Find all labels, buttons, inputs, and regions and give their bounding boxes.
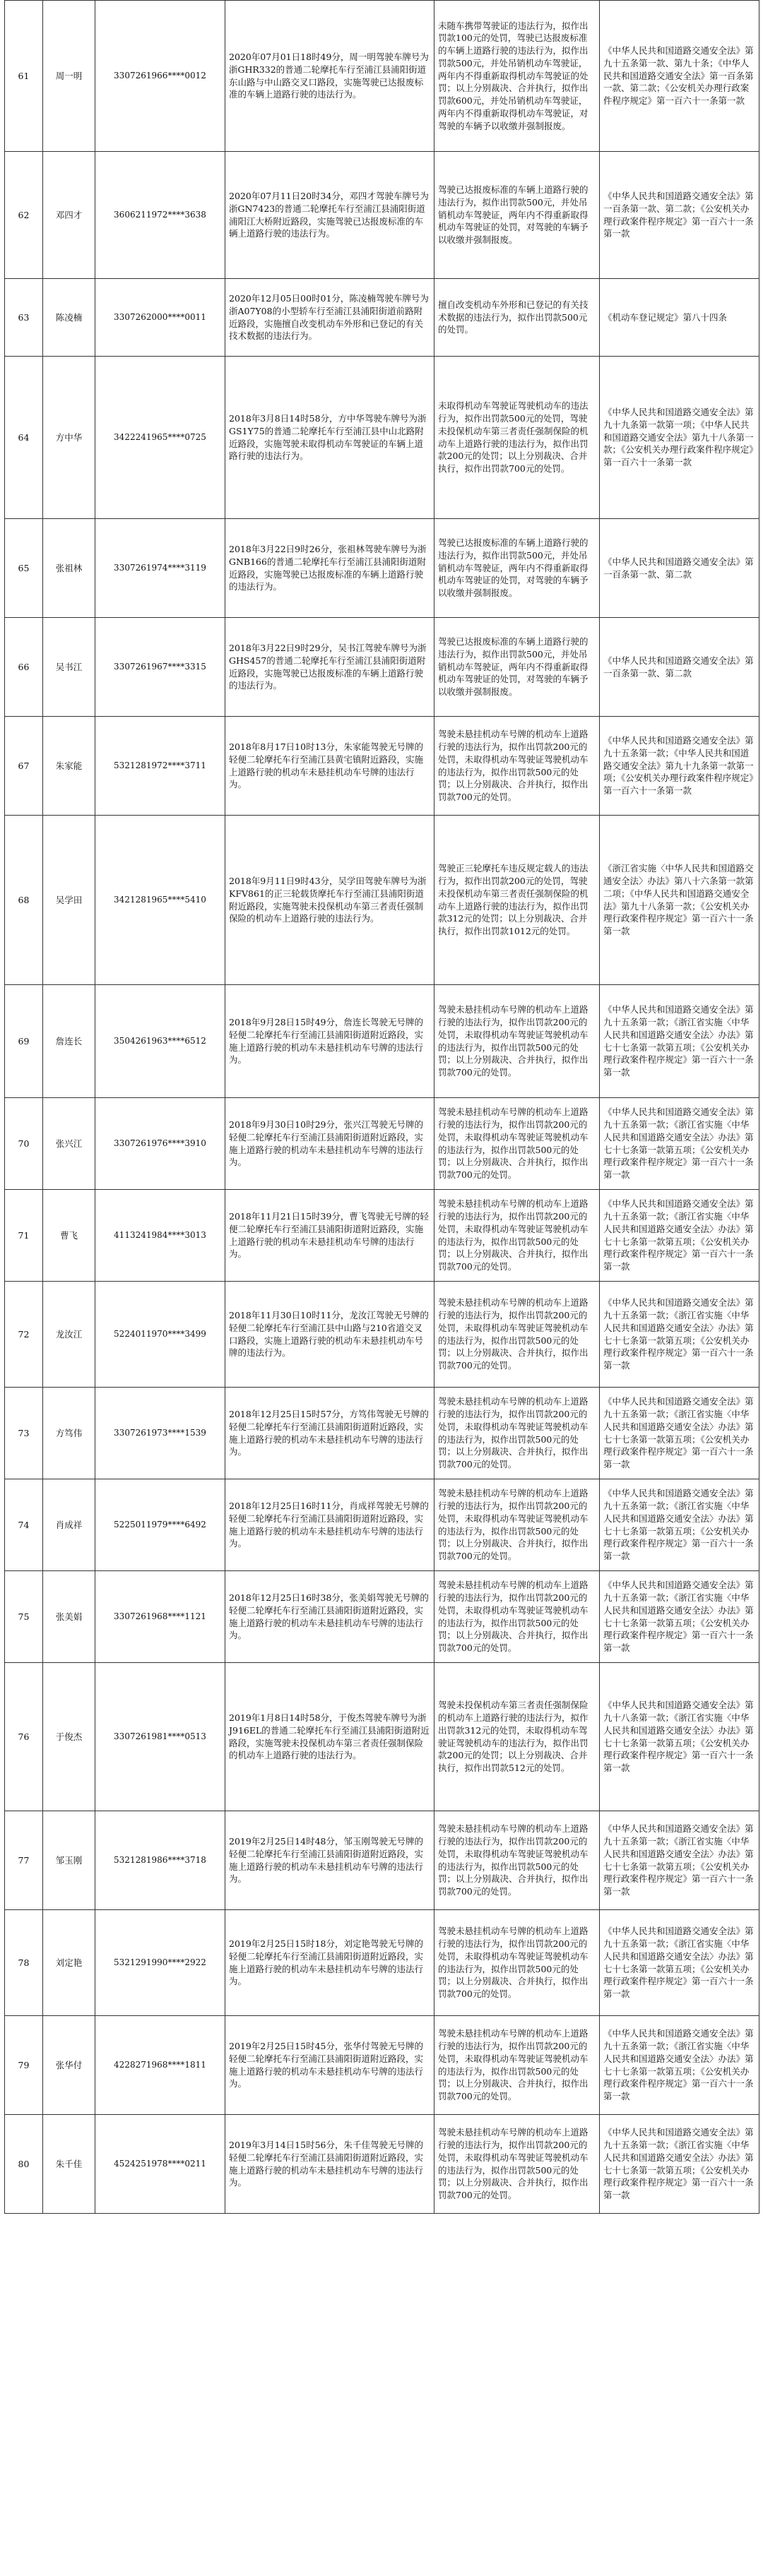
party-name-cell: 周一明 bbox=[43, 1, 95, 152]
party-name-cell: 方笃伟 bbox=[43, 1388, 95, 1479]
penalty-decision-cell: 驾驶正三轮摩托车违反规定载人的违法行为，拟作出罚款200元的处罚，驾驶未投保机动车第三者责任强制保险的机动车上道路行驶的违法行为，拟作出罚款312元的处罚；以上分别裁决、合并执行，拟作出罚款1012元的处罚。 bbox=[434, 816, 600, 985]
table-row bbox=[5, 357, 759, 519]
party-name-cell: 方中华 bbox=[43, 357, 95, 519]
row-number-cell: 65 bbox=[5, 519, 43, 618]
legal-basis-cell: 《中华人民共和国道路交通安全法》第九十五条第一款；《浙江省实施〈中华人民共和国道路交通安全法〉办法》第七十七条第一款第五项；《公安机关办理行政案件程序规定》第一百六十一条第一款 bbox=[600, 1388, 759, 1479]
penalty-decision-cell: 未随车携带驾驶证的违法行为，拟作出罚款100元的处罚，驾驶已达报废标准的车辆上道路行驶的违法行为，拟作出罚款500元，并处吊销机动车驾驶证，两年内不得重新取得机动车驾驶证的处罚；以上分别裁决、合并执行，拟作出罚款600元，并处吊销机动车驾驶证，两年内不得重新取得机动车驾驶证，对驾驶的车辆予以收缴并强制报废。 bbox=[434, 1, 600, 152]
legal-basis-cell: 《中华人民共和国道路交通安全法》第九十五条第一款；《浙江省实施〈中华人民共和国道路交通安全法〉办法》第七十七条第一款第五项；《公安机关办理行政案件程序规定》第一百六十一条第一款 bbox=[600, 2016, 759, 2115]
party-name-cell: 于俊杰 bbox=[43, 1663, 95, 1811]
party-name-cell: 邹玉刚 bbox=[43, 1811, 95, 1910]
legal-basis-cell: 《中华人民共和国道路交通安全法》第九十五条第一款；《浙江省实施〈中华人民共和国道路交通安全法〉办法》第七十七条第一款第五项；《公安机关办理行政案件程序规定》第一百六十一条第一款 bbox=[600, 2115, 759, 2214]
legal-basis-cell: 《中华人民共和国道路交通安全法》第九十五条第一款；《浙江省实施〈中华人民共和国道路交通安全法〉办法》第七十七条第一款第五项；《公安机关办理行政案件程序规定》第一百六十一条第一款 bbox=[600, 1098, 759, 1190]
party-name-cell: 邓四才 bbox=[43, 152, 95, 279]
penalty-decision-cell: 驾驶未悬挂机动车号牌的机动车上道路行驶的违法行为，拟作出罚款200元的处罚，未取得机动车驾驶证驾驶机动车的违法行为，拟作出罚款500元的处罚；以上分别裁决、合并执行，拟作出罚款700元的处罚。 bbox=[434, 1479, 600, 1571]
party-name-cell: 吴书江 bbox=[43, 618, 95, 717]
legal-basis-cell: 《中华人民共和国道路交通安全法》第九十五条第一款；《浙江省实施〈中华人民共和国道路交通安全法〉办法》第七十七条第一款第五项；《公安机关办理行政案件程序规定》第一百六十一条第一款 bbox=[600, 1910, 759, 2016]
penalty-decision-cell: 驾驶未悬挂机动车号牌的机动车上道路行驶的违法行为，拟作出罚款200元的处罚，未取得机动车驾驶证驾驶机动车的违法行为，拟作出罚款500元的处罚；以上分别裁决、合并执行，拟作出罚款700元的处罚。 bbox=[434, 1811, 600, 1910]
penalty-decision-cell: 驾驶未悬挂机动车号牌的机动车上道路行驶的违法行为，拟作出罚款200元的处罚，未取得机动车驾驶证驾驶机动车的违法行为，拟作出罚款500元的处罚；以上分别裁决、合并执行，拟作出罚款700元的处罚。 bbox=[434, 985, 600, 1098]
violation-facts-cell: 2018年9月30日10时29分，张兴江驾驶无号牌的轻便二轮摩托车行至浦江县浦阳街道附近路段，实施上道路行驶的机动车未悬挂机动车号牌的违法行为。 bbox=[225, 1098, 434, 1190]
legal-basis-cell: 《中华人民共和国道路交通安全法》第九十五条第一款；《浙江省实施〈中华人民共和国道路交通安全法〉办法》第七十七条第一款第五项；《公安机关办理行政案件程序规定》第一百六十一条第一款 bbox=[600, 1571, 759, 1663]
table-row bbox=[5, 1811, 759, 1910]
legal-basis-cell: 《中华人民共和国道路交通安全法》第九十五条第一款；《浙江省实施〈中华人民共和国道路交通安全法〉办法》第七十七条第一款第五项；《公安机关办理行政案件程序规定》第一百六十一条第一款 bbox=[600, 1811, 759, 1910]
penalty-decision-cell: 驾驶未投保机动车第三者责任强制保险的机动车上道路行驶的违法行为，拟作出罚款312元的处罚，未取得机动车驾驶证驾驶机动车的违法行为，拟作出罚款200元的处罚；以上分别裁决、合并执行，拟作出罚款512元的处罚。 bbox=[434, 1663, 600, 1811]
table-row bbox=[5, 2016, 759, 2115]
id-number-cell: 5321281986****3718 bbox=[95, 1811, 225, 1910]
penalty-decision-cell: 未取得机动车驾驶证驾驶机动车的违法行为，拟作出罚款500元的处罚，驾驶未投保机动车第三者责任强制保险的机动车上道路行驶的违法行为，拟作出罚款200元的处罚；以上分别裁决、合并执行，拟作出罚款700元的处罚。 bbox=[434, 357, 600, 519]
table-row bbox=[5, 1190, 759, 1282]
violation-facts-cell: 2020年07月01日18时49分，周一明驾驶车牌号为浙GHR332的普通二轮摩托车行至浦江县浦阳街道东山路与中山路交叉口路段，实施驾驶已达报废标准的车辆上道路行驶的违法行为。 bbox=[225, 1, 434, 152]
penalty-notice-table-sheet bbox=[4, 0, 759, 2214]
violation-facts-cell: 2018年12月25日15时57分，方笃伟驾驶无号牌的轻便二轮摩托车行至浦江县浦阳街道附近路段，实施上道路行驶的机动车未悬挂机动车号牌的违法行为。 bbox=[225, 1388, 434, 1479]
row-number-cell: 70 bbox=[5, 1098, 43, 1190]
violation-facts-cell: 2018年3月22日9时29分，吴书江驾驶车牌号为浙GHS457的普通二轮摩托车行至浦江县浦阳街道附近路段，实施驾驶已达报废标准的车辆上道路行驶的违法行为。 bbox=[225, 618, 434, 717]
violation-facts-cell: 2018年9月11日9时43分，吴学田驾驶车牌号为浙KFV861的正三轮载货摩托车行至浦江县浦阳街道附近路段，实施驾驶未投保机动车第三者责任强制保险的机动车上道路行驶的违法行为。 bbox=[225, 816, 434, 985]
id-number-cell: 3307261967****3315 bbox=[95, 618, 225, 717]
id-number-cell: 4524251978****0211 bbox=[95, 2115, 225, 2214]
id-number-cell: 3422241965****0725 bbox=[95, 357, 225, 519]
table-row bbox=[5, 1479, 759, 1571]
row-number-cell: 61 bbox=[5, 1, 43, 152]
party-name-cell: 刘定艳 bbox=[43, 1910, 95, 2016]
table-row bbox=[5, 1282, 759, 1388]
row-number-cell: 71 bbox=[5, 1190, 43, 1282]
party-name-cell: 詹连长 bbox=[43, 985, 95, 1098]
party-name-cell: 张兴江 bbox=[43, 1098, 95, 1190]
violation-facts-cell: 2019年1月8日14时58分，于俊杰驾驶车牌号为浙J916EL的普通二轮摩托车行至浦江县浦阳街道附近路段，实施驾驶未投保机动车第三者责任强制保险的机动车上道路行驶的违法行为。 bbox=[225, 1663, 434, 1811]
legal-basis-cell: 《中华人民共和国道路交通安全法》第一百条第一款、第二款；《公安机关办理行政案件程序规定》第一百六十一条第一款 bbox=[600, 152, 759, 279]
party-name-cell: 张祖林 bbox=[43, 519, 95, 618]
table-row bbox=[5, 279, 759, 357]
penalty-decision-cell: 驾驶未悬挂机动车号牌的机动车上道路行驶的违法行为，拟作出罚款200元的处罚，未取得机动车驾驶证驾驶机动车的违法行为，拟作出罚款500元的处罚；以上分别裁决、合并执行，拟作出罚款700元的处罚。 bbox=[434, 1098, 600, 1190]
row-number-cell: 74 bbox=[5, 1479, 43, 1571]
table-row bbox=[5, 985, 759, 1098]
id-number-cell: 3421281965****5410 bbox=[95, 816, 225, 985]
row-number-cell: 64 bbox=[5, 357, 43, 519]
id-number-cell: 3307262000****0011 bbox=[95, 279, 225, 357]
penalty-decision-cell: 驾驶未悬挂机动车号牌的机动车上道路行驶的违法行为，拟作出罚款200元的处罚，未取得机动车驾驶证驾驶机动车的违法行为，拟作出罚款500元的处罚；以上分别裁决、合并执行，拟作出罚款700元的处罚。 bbox=[434, 1910, 600, 2016]
table-row bbox=[5, 1910, 759, 2016]
violation-facts-cell: 2018年12月25日16时38分，张美娟驾驶无号牌的轻便二轮摩托车行至浦江县浦阳街道附近路段，实施上道路行驶的机动车未悬挂机动车号牌的违法行为。 bbox=[225, 1571, 434, 1663]
penalty-decision-cell: 驾驶已达报废标准的车辆上道路行驶的违法行为，拟作出罚款500元，并处吊销机动车驾驶证，两年内不得重新取得机动车驾驶证的处罚，对驾驶的车辆予以收缴并强制报废。 bbox=[434, 519, 600, 618]
party-name-cell: 肖成祥 bbox=[43, 1479, 95, 1571]
legal-basis-cell: 《中华人民共和国道路交通安全法》第九十五条第一款；《中华人民共和国道路交通安全法》第九十九条第一款第一项；《公安机关办理行政案件程序规定》第一百六十一条第一款 bbox=[600, 717, 759, 816]
id-number-cell: 5225011979****6492 bbox=[95, 1479, 225, 1571]
legal-basis-cell: 《机动车登记规定》第八十四条 bbox=[600, 279, 759, 357]
row-number-cell: 80 bbox=[5, 2115, 43, 2214]
id-number-cell: 3307261973****1539 bbox=[95, 1388, 225, 1479]
table-row bbox=[5, 816, 759, 985]
table-row bbox=[5, 618, 759, 717]
table-row bbox=[5, 1388, 759, 1479]
party-name-cell: 曹飞 bbox=[43, 1190, 95, 1282]
party-name-cell: 张美娟 bbox=[43, 1571, 95, 1663]
penalty-decision-cell: 驾驶未悬挂机动车号牌的机动车上道路行驶的违法行为，拟作出罚款200元的处罚，未取得机动车驾驶证驾驶机动车的违法行为，拟作出罚款500元的处罚；以上分别裁决、合并执行，拟作出罚款700元的处罚。 bbox=[434, 717, 600, 816]
table-row bbox=[5, 1, 759, 152]
violation-facts-cell: 2018年8月17日10时13分，朱家能驾驶无号牌的轻便二轮摩托车行至浦江县黄宅镇附近路段，实施上道路行驶的机动车未悬挂机动车号牌的违法行为。 bbox=[225, 717, 434, 816]
penalty-decision-cell: 驾驶未悬挂机动车号牌的机动车上道路行驶的违法行为，拟作出罚款200元的处罚，未取得机动车驾驶证驾驶机动车的违法行为，拟作出罚款500元的处罚；以上分别裁决、合并执行，拟作出罚款700元的处罚。 bbox=[434, 2115, 600, 2214]
penalty-decision-cell: 驾驶未悬挂机动车号牌的机动车上道路行驶的违法行为，拟作出罚款200元的处罚，未取得机动车驾驶证驾驶机动车的违法行为，拟作出罚款500元的处罚；以上分别裁决、合并执行，拟作出罚款700元的处罚。 bbox=[434, 1190, 600, 1282]
penalty-decision-cell: 驾驶已达报废标准的车辆上道路行驶的违法行为，拟作出罚款500元，并处吊销机动车驾驶证，两年内不得重新取得机动车驾驶证的处罚，对驾驶的车辆予以收缴并强制报废。 bbox=[434, 152, 600, 279]
id-number-cell: 5321281972****3711 bbox=[95, 717, 225, 816]
legal-basis-cell: 《中华人民共和国道路交通安全法》第九十五条第一款、第九十条；《中华人民共和国道路交通安全法》第一百条第一款、第二款；《公安机关办理行政案件程序规定》第一百六十一条第一款 bbox=[600, 1, 759, 152]
violation-facts-cell: 2020年07月11日20时34分，邓四才驾驶车牌号为浙GN7423的普通二轮摩托车行至浦江县浦阳街道浦阳江大桥附近路段，实施驾驶已达报废标准的车辆上道路行驶的违法行为。 bbox=[225, 152, 434, 279]
table-body bbox=[5, 1, 759, 2214]
row-number-cell: 68 bbox=[5, 816, 43, 985]
table-row bbox=[5, 2115, 759, 2214]
id-number-cell: 5321291990****2922 bbox=[95, 1910, 225, 2016]
legal-basis-cell: 《中华人民共和国道路交通安全法》第九十五条第一款；《浙江省实施〈中华人民共和国道路交通安全法〉办法》第七十七条第一款第五项；《公安机关办理行政案件程序规定》第一百六十一条第一款 bbox=[600, 1190, 759, 1282]
violation-facts-cell: 2018年3月22日9时26分，张祖林驾驶车牌号为浙GNB166的普通二轮摩托车行至浦江县浦阳街道附近路段，实施驾驶已达报废标准的车辆上道路行驶的违法行为。 bbox=[225, 519, 434, 618]
legal-basis-cell: 《中华人民共和国道路交通安全法》第九十五条第一款；《浙江省实施〈中华人民共和国道路交通安全法〉办法》第七十七条第一款第五项；《公安机关办理行政案件程序规定》第一百六十一条第一款 bbox=[600, 1479, 759, 1571]
table-row bbox=[5, 717, 759, 816]
row-number-cell: 73 bbox=[5, 1388, 43, 1479]
violation-facts-cell: 2019年2月25日15时18分，刘定艳驾驶无号牌的轻便二轮摩托车行至浦江县浦阳街道附近路段，实施上道路行驶的机动车未悬挂机动车号牌的违法行为。 bbox=[225, 1910, 434, 2016]
violation-facts-cell: 2018年11月30日10时11分，龙汝江驾驶无号牌的轻便二轮摩托车行至浦江县中山路与210省道交叉口路段，实施上道路行驶的机动车未悬挂机动车号牌的违法行为。 bbox=[225, 1282, 434, 1388]
penalty-decision-cell: 驾驶未悬挂机动车号牌的机动车上道路行驶的违法行为，拟作出罚款200元的处罚，未取得机动车驾驶证驾驶机动车的违法行为，拟作出罚款500元的处罚；以上分别裁决、合并执行，拟作出罚款700元的处罚。 bbox=[434, 2016, 600, 2115]
row-number-cell: 72 bbox=[5, 1282, 43, 1388]
legal-basis-cell: 《中华人民共和国道路交通安全法》第九十八条第一款；《浙江省实施〈中华人民共和国道路交通安全法〉办法》第七十七条第一款第五项；《公安机关办理行政案件程序规定》第一百六十一条第一款 bbox=[600, 1663, 759, 1811]
id-number-cell: 3504261963****6512 bbox=[95, 985, 225, 1098]
party-name-cell: 龙汝江 bbox=[43, 1282, 95, 1388]
penalty-decision-cell: 驾驶已达报废标准的车辆上道路行驶的违法行为，拟作出罚款500元，并处吊销机动车驾驶证，两年内不得重新取得机动车驾驶证的处罚，对驾驶的车辆予以收缴并强制报废。 bbox=[434, 618, 600, 717]
penalty-decision-cell: 驾驶未悬挂机动车号牌的机动车上道路行驶的违法行为，拟作出罚款200元的处罚，未取得机动车驾驶证驾驶机动车的违法行为，拟作出罚款500元的处罚；以上分别裁决、合并执行，拟作出罚款700元的处罚。 bbox=[434, 1571, 600, 1663]
legal-basis-cell: 《中华人民共和国道路交通安全法》第一百条第一款、第二款 bbox=[600, 618, 759, 717]
party-name-cell: 张华付 bbox=[43, 2016, 95, 2115]
violation-facts-cell: 2018年11月21日15时39分，曹飞驾驶无号牌的轻便二轮摩托车行至浦江县浦阳街道附近路段，实施上道路行驶的机动车未悬挂机动车号牌的违法行为。 bbox=[225, 1190, 434, 1282]
violation-facts-cell: 2019年3月14日15时56分，朱千佳驾驶无号牌的轻便二轮摩托车行至浦江县浦阳街道附近路段，实施上道路行驶的机动车未悬挂机动车号牌的违法行为。 bbox=[225, 2115, 434, 2214]
party-name-cell: 朱家能 bbox=[43, 717, 95, 816]
legal-basis-cell: 《中华人民共和国道路交通安全法》第九十五条第一款；《浙江省实施〈中华人民共和国道路交通安全法〉办法》第七十七条第一款第五项；《公安机关办理行政案件程序规定》第一百六十一条第一款 bbox=[600, 1282, 759, 1388]
party-name-cell: 陈凌楠 bbox=[43, 279, 95, 357]
row-number-cell: 62 bbox=[5, 152, 43, 279]
legal-basis-cell: 《中华人民共和国道路交通安全法》第一百条第一款、第二款 bbox=[600, 519, 759, 618]
violation-facts-cell: 2019年2月25日14时48分，邹玉刚驾驶无号牌的轻便二轮摩托车行至浦江县浦阳街道附近路段，实施上道路行驶的机动车未悬挂机动车号牌的违法行为。 bbox=[225, 1811, 434, 1910]
id-number-cell: 4228271968****1811 bbox=[95, 2016, 225, 2115]
penalty-decision-cell: 驾驶未悬挂机动车号牌的机动车上道路行驶的违法行为，拟作出罚款200元的处罚，未取得机动车驾驶证驾驶机动车的违法行为，拟作出罚款500元的处罚；以上分别裁决、合并执行，拟作出罚款700元的处罚。 bbox=[434, 1388, 600, 1479]
penalty-decision-cell: 驾驶未悬挂机动车号牌的机动车上道路行驶的违法行为，拟作出罚款200元的处罚，未取得机动车驾驶证驾驶机动车的违法行为，拟作出罚款500元的处罚；以上分别裁决、合并执行，拟作出罚款700元的处罚。 bbox=[434, 1282, 600, 1388]
legal-basis-cell: 《中华人民共和国道路交通安全法》第九十九条第一款第一项；《中华人民共和国道路交通安全法》第九十八条第一款；《公安机关办理行政案件程序规定》第一百六十一条第一款 bbox=[600, 357, 759, 519]
violation-facts-cell: 2020年12月05日00时01分，陈凌楠驾驶车牌号为浙A07Y08的小型轿车行至浦江县浦阳街道前路附近路段，实施擅自改变机动车外形和已登记的有关技术数据的违法行为。 bbox=[225, 279, 434, 357]
penalty-table bbox=[4, 0, 759, 2214]
violation-facts-cell: 2018年9月28日15时49分，詹连长驾驶无号牌的轻便二轮摩托车行至浦江县浦阳街道附近路段，实施上道路行驶的机动车未悬挂机动车号牌的违法行为。 bbox=[225, 985, 434, 1098]
id-number-cell: 3606211972****3638 bbox=[95, 152, 225, 279]
id-number-cell: 3307261966****0012 bbox=[95, 1, 225, 152]
row-number-cell: 67 bbox=[5, 717, 43, 816]
legal-basis-cell: 《中华人民共和国道路交通安全法》第九十五条第一款；《浙江省实施〈中华人民共和国道路交通安全法〉办法》第七十七条第一款第五项；《公安机关办理行政案件程序规定》第一百六十一条第一款 bbox=[600, 985, 759, 1098]
penalty-decision-cell: 擅自改变机动车外形和已登记的有关技术数据的违法行为，拟作出罚款500元的处罚。 bbox=[434, 279, 600, 357]
id-number-cell: 3307261981****0513 bbox=[95, 1663, 225, 1811]
row-number-cell: 69 bbox=[5, 985, 43, 1098]
id-number-cell: 3307261968****1121 bbox=[95, 1571, 225, 1663]
table-row bbox=[5, 519, 759, 618]
row-number-cell: 66 bbox=[5, 618, 43, 717]
violation-facts-cell: 2018年3月8日14时58分，方中华驾驶车牌号为浙GS1Y75的普通二轮摩托车行至浦江县中山北路附近路段，实施驾驶未取得机动车驾驶证的车辆上道路行驶的违法行为。 bbox=[225, 357, 434, 519]
row-number-cell: 77 bbox=[5, 1811, 43, 1910]
party-name-cell: 朱千佳 bbox=[43, 2115, 95, 2214]
row-number-cell: 75 bbox=[5, 1571, 43, 1663]
table-row bbox=[5, 152, 759, 279]
table-row bbox=[5, 1663, 759, 1811]
id-number-cell: 3307261976****3910 bbox=[95, 1098, 225, 1190]
row-number-cell: 79 bbox=[5, 2016, 43, 2115]
table-row bbox=[5, 1571, 759, 1663]
id-number-cell: 3307261974****3119 bbox=[95, 519, 225, 618]
party-name-cell: 吴学田 bbox=[43, 816, 95, 985]
row-number-cell: 76 bbox=[5, 1663, 43, 1811]
row-number-cell: 63 bbox=[5, 279, 43, 357]
id-number-cell: 4113241984****3013 bbox=[95, 1190, 225, 1282]
legal-basis-cell: 《浙江省实施〈中华人民共和国道路交通安全法〉办法》第八十六条第一款第二项；《中华人民共和国道路交通安全法》第九十八条第一款；《公安机关办理行政案件程序规定》第一百六十一条第一款 bbox=[600, 816, 759, 985]
id-number-cell: 5224011970****3499 bbox=[95, 1282, 225, 1388]
violation-facts-cell: 2018年12月25日16时11分，肖成祥驾驶无号牌的轻便二轮摩托车行至浦江县浦阳街道附近路段，实施上道路行驶的机动车未悬挂机动车号牌的违法行为。 bbox=[225, 1479, 434, 1571]
violation-facts-cell: 2019年2月25日15时45分，张华付驾驶无号牌的轻便二轮摩托车行至浦江县浦阳街道附近路段，实施上道路行驶的机动车未悬挂机动车号牌的违法行为。 bbox=[225, 2016, 434, 2115]
table-row bbox=[5, 1098, 759, 1190]
row-number-cell: 78 bbox=[5, 1910, 43, 2016]
